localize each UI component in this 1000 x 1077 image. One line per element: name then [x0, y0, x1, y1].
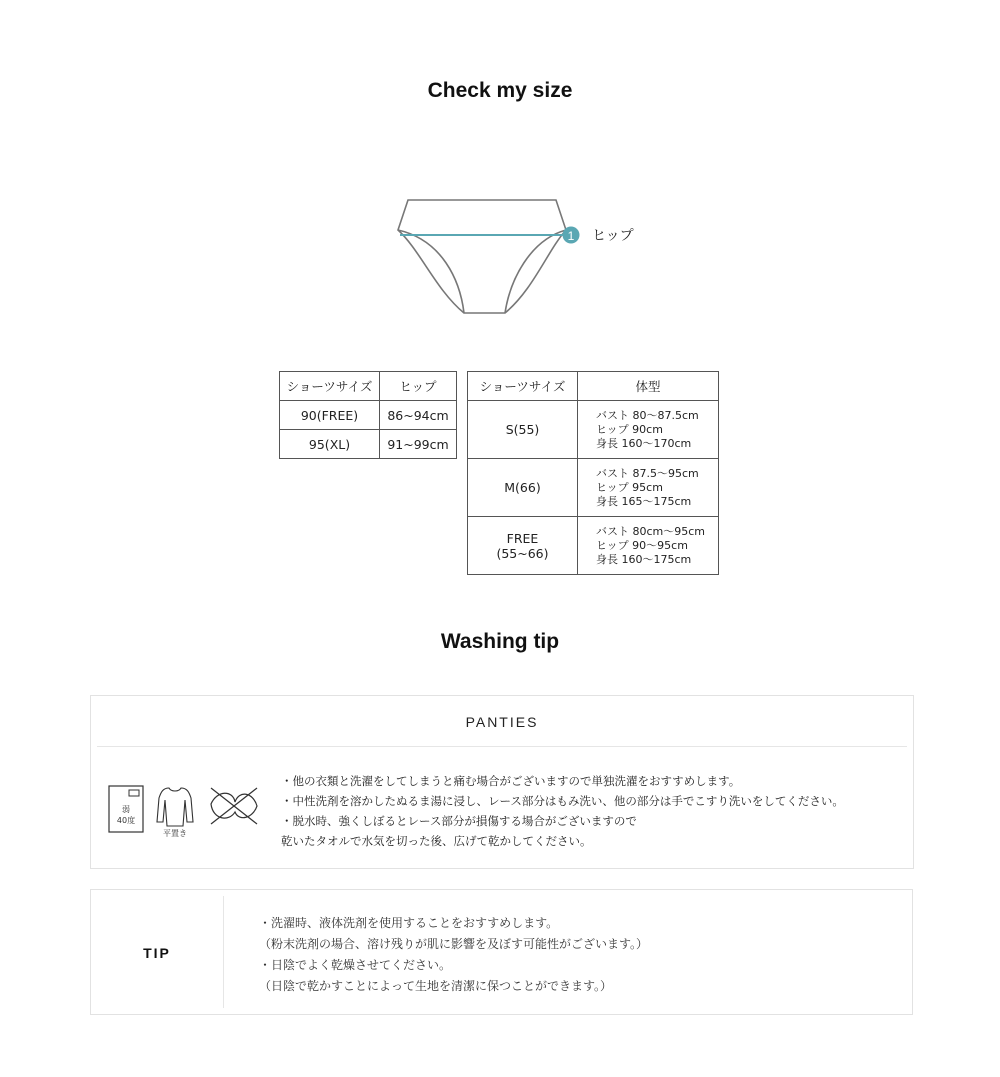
divider: [97, 746, 907, 747]
table-cell: [578, 459, 719, 517]
size-range-label: (55~66): [496, 545, 549, 561]
height-value: 身長 165～175cm: [596, 494, 692, 508]
note-line: （粉末洗剤の場合、溶け残りが肌に影響を及ぼす可能性がございます。）: [259, 937, 649, 951]
bust-value: バスト 87.5～95cm: [596, 466, 699, 480]
panties-title: PANTIES: [465, 714, 539, 730]
care-icons: [107, 784, 267, 840]
table-header-cell: ショーツサイズ: [280, 372, 380, 401]
size-label: S(55): [505, 422, 540, 437]
table-cell: 90(FREE): [280, 401, 380, 430]
flat-dry-label: 平置き: [163, 829, 187, 838]
tip-box: [90, 889, 913, 1015]
table-row: [280, 401, 457, 430]
hip-label: ヒップ: [592, 228, 634, 244]
hand-wash-strength: 弱: [122, 805, 130, 814]
table-row: [280, 430, 457, 459]
washing-heading: Washing tip: [440, 630, 560, 653]
panties-care-box: [90, 695, 914, 869]
table-cell: [468, 517, 578, 575]
hip-marker-number: 1: [567, 229, 575, 243]
panties-notes: [281, 771, 844, 851]
note-line: ・日陰でよく乾燥させてください。: [259, 958, 452, 972]
hip-value: ヒップ 90～95cm: [596, 538, 688, 552]
shorts-size-table: [279, 371, 457, 459]
table-header-cell: 体型: [578, 372, 719, 401]
tip-label: TIP: [143, 945, 171, 961]
height-value: 身長 160～175cm: [596, 552, 692, 566]
hand-wash-temperature: 40度: [116, 816, 136, 825]
table-header-row: [280, 372, 457, 401]
panties-outline: [398, 200, 566, 313]
table-cell: [468, 459, 578, 517]
table-cell: 86~94cm: [380, 401, 457, 430]
note-line: ・中性洗剤を溶かしたぬるま湯に浸し、レース部分はもみ洗い、他の部分は手でこすり洗いをしてください。: [281, 794, 844, 808]
panties-left-leg: [398, 230, 464, 313]
panties-diagram: [390, 190, 590, 320]
table-cell: 95(XL): [280, 430, 380, 459]
body-size-table: [467, 371, 719, 575]
note-line: （日陰で乾かすことによって生地を清潔に保つことができます。）: [259, 979, 613, 993]
hip-value: ヒップ 90cm: [596, 422, 663, 436]
hip-value: ヒップ 95cm: [596, 480, 663, 494]
note-line: ・洗濯時、液体洗剤を使用することをおすすめします。: [259, 916, 559, 930]
table-header-cell: ショーツサイズ: [468, 372, 578, 401]
size-label: FREE: [506, 530, 539, 546]
table-cell: [578, 517, 719, 575]
note-line: ・脱水時、強くしぼるとレース部分が損傷する場合がございますので: [281, 814, 637, 828]
table-row: [468, 459, 719, 517]
table-cell: [578, 401, 719, 459]
size-heading: Check my size: [427, 79, 573, 102]
bust-value: バスト 80cm～95cm: [596, 524, 706, 538]
table-header-row: [468, 372, 719, 401]
table-header-cell: ヒップ: [380, 372, 457, 401]
table-cell: [468, 401, 578, 459]
note-line: ・他の衣類と洗濯をしてしまうと痛む場合がございますので単独洗濯をおすすめします。: [281, 774, 741, 788]
bust-value: バスト 80～87.5cm: [596, 408, 699, 422]
note-line: 乾いたタオルで水気を切った後、広げて乾かしてください。: [281, 834, 592, 848]
divider: [223, 896, 224, 1008]
flat-dry-icon: [157, 788, 193, 826]
no-tumble-dry-icon: [211, 788, 257, 824]
table-cell: 91~99cm: [380, 430, 457, 459]
table-row: [468, 517, 719, 575]
tip-notes: [259, 913, 648, 997]
height-value: 身長 160～170cm: [596, 436, 692, 450]
table-row: [468, 401, 719, 459]
size-label: M(66): [504, 480, 541, 495]
